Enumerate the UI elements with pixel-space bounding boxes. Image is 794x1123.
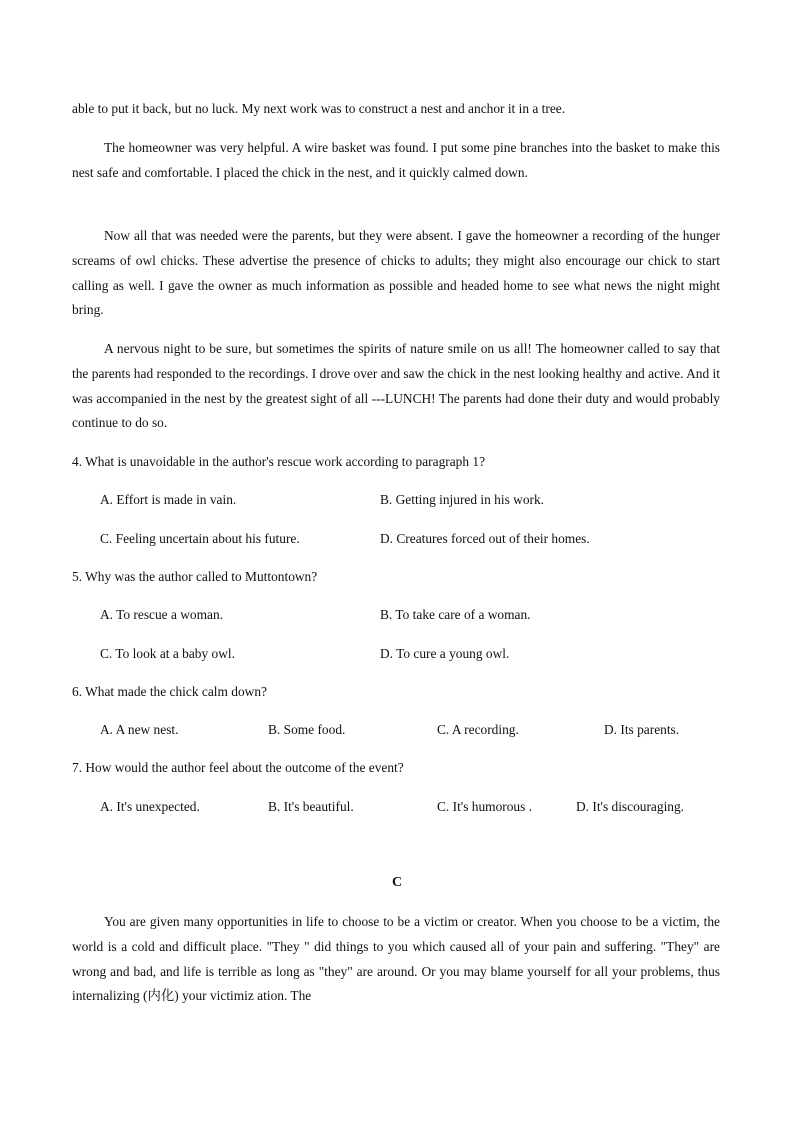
question-5-option-a: A. To rescue a woman. — [100, 607, 224, 622]
question-5-stem: 5. Why was the author called to Muttontown? — [72, 569, 318, 584]
question-4-option-a: A. Effort is made in vain. — [100, 492, 237, 507]
passage-b-paragraph-1: The homeowner was very helpful. A wire basket was found. I put some pine branches into the basket to make this nest safe and comfortable. I placed the chick in the nest, and it quickly calmed down. — [72, 140, 720, 180]
question-7-option-b: B. It's beautiful. — [268, 799, 354, 814]
question-7-option-a: A. It's unexpected. — [100, 799, 200, 814]
question-7-option-d: D. It's discouraging. — [576, 799, 685, 814]
question-7-option-c: C. It's humorous . — [437, 799, 533, 814]
question-4-option-d: D. Creatures forced out of their homes. — [380, 531, 590, 546]
question-6-option-b: B. Some food. — [268, 722, 346, 737]
passage-b-paragraph-3: A nervous night to be sure, but sometimes the spirits of nature smile on us all! The homeowner called to say that the parents had responded to the recordings. I drove over and saw the chick in the nest looking healthy and active. And it was accompanied in the nest by the greatest sight of all ---LUNCH! The parents had done their duty and would probably continue to do so. — [72, 341, 720, 431]
question-6-stem: 6. What made the chick calm down? — [72, 684, 267, 699]
question-4-option-c: C. Feeling uncertain about his future. — [100, 531, 300, 546]
passage-b-paragraph-0: able to put it back, but no luck. My next work was to construct a nest and anchor it in a tree. — [72, 101, 566, 116]
question-4-stem: 4. What is unavoidable in the author's rescue work according to paragraph 1? — [72, 454, 486, 469]
question-6-option-d: D. Its parents. — [604, 722, 680, 737]
question-5-option-b: B. To take care of a woman. — [380, 607, 531, 622]
question-6-option-a: A. A new nest. — [100, 722, 179, 737]
question-4-option-b: B. Getting injured in his work. — [380, 492, 545, 507]
passage-c-paragraph-1: You are given many opportunities in life to choose to be a victim or creator. When you choose to be a victim, the world is a cold and difficult place. "They " did things to you which caused all of your pain and suffering. "They" are wrong and bad, and life is terrible as long as "they" are around. Or you may blame yourself for all your problems, thus internalizing (内化) your victimiz ation. The — [72, 914, 720, 1004]
question-6-option-c: C. A recording. — [437, 722, 519, 737]
question-7-stem: 7. How would the author feel about the outcome of the event? — [72, 760, 404, 775]
question-5-option-c: C. To look at a baby owl. — [100, 646, 235, 661]
question-5-option-d: D. To cure a young owl. — [380, 646, 510, 661]
section-c-title: C — [391, 875, 403, 890]
passage-b-paragraph-2: Now all that was needed were the parents, but they were absent. I gave the homeowner a recording of the hunger screams of owl chicks. These advertise the presence of chicks to adults; they might also encourage our chick to start calling as well. I gave the owner as much information as possible and headed home to see what news the night might bring. — [72, 228, 720, 318]
